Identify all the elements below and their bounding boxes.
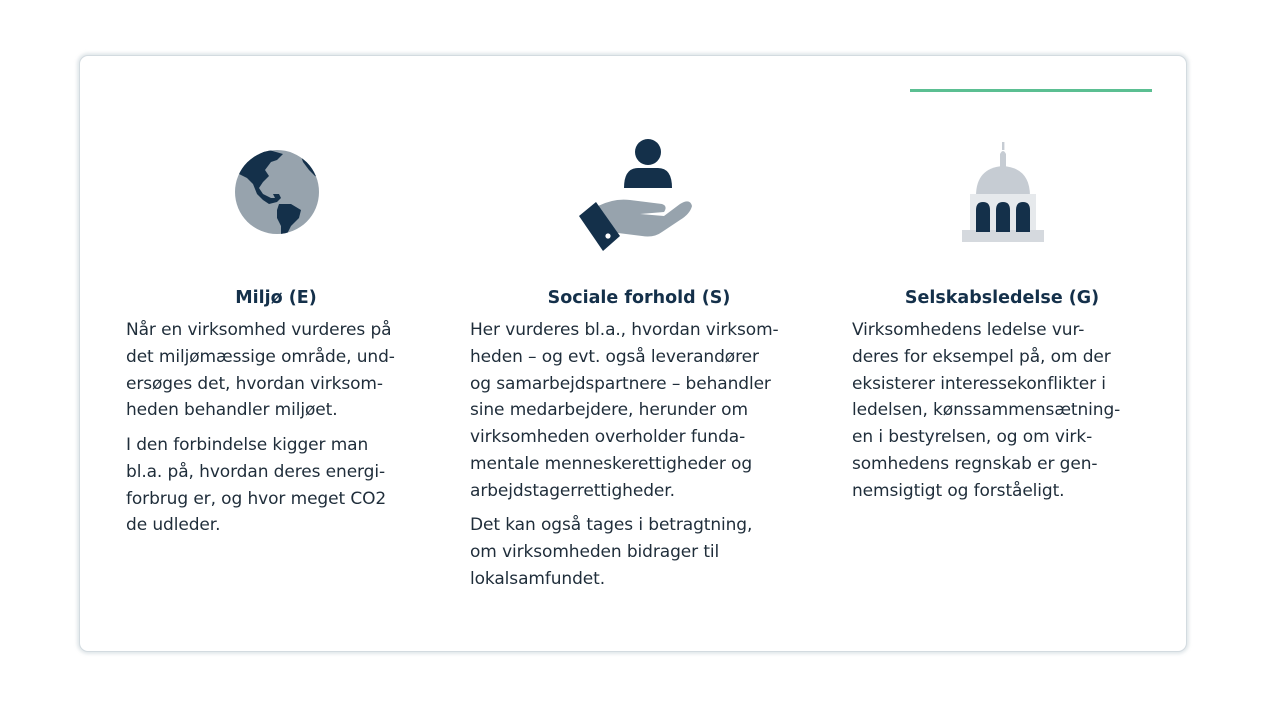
capitol-building-icon bbox=[962, 140, 1046, 242]
title-governance: Selskabsledelse (G) bbox=[904, 288, 1100, 308]
title-environment: Miljø (E) bbox=[235, 288, 317, 308]
accent-line bbox=[910, 89, 1152, 92]
social-paragraph-2: Det kan også tages i betragtning, om virksomheden bidrager til lokalsamfundet. bbox=[470, 515, 753, 589]
globe-icon bbox=[233, 148, 321, 236]
social-paragraph-1: Her vurderes bl.a., hvordan virksom- heden – og evt. også leverandører og samarbejdspartnere – behandler sine medarbejdere, herunder om virksomheden overholder funda- mentale menneskerettigheder og arbejdstagerrettigheder. bbox=[470, 320, 779, 501]
title-social: Sociale forhold (S) bbox=[547, 288, 731, 308]
environment-paragraph-1: Når en virksomhed vurderes på det miljømæssige område, und- ersøges det, hvordan virksom- heden behandler miljøet. bbox=[126, 320, 395, 421]
hand-holding-person-icon bbox=[576, 134, 696, 256]
environment-paragraph-2: I den forbindelse kigger man bl.a. på, hvordan deres energi- forbrug er, og hvor meget CO2 de udleder. bbox=[126, 435, 387, 536]
governance-paragraph-1: Virksomhedens ledelse vur- deres for eksempel på, om der eksisterer interessekonflikter i ledelsen, kønssammensætning- en i bestyrelsen, og om virk- somhedens regnskab er gen- nemsigtigt og forståeligt. bbox=[852, 320, 1121, 501]
